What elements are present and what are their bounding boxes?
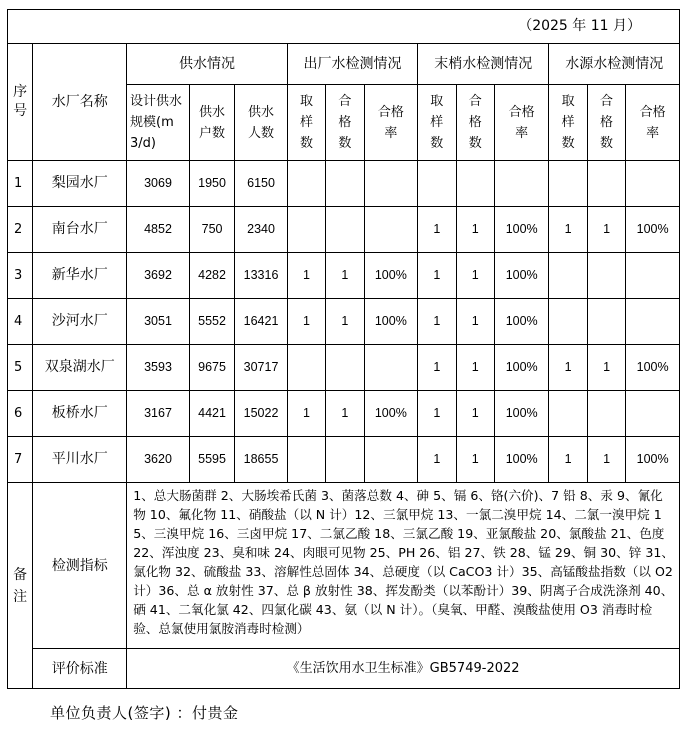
outlet-samples: [287, 161, 325, 207]
design-scale: 3620: [127, 437, 190, 483]
population: 2340: [235, 207, 288, 253]
terminal-rate: 100%: [494, 391, 549, 437]
terminal-qualified: 1: [456, 299, 494, 345]
row-no: 3: [8, 253, 33, 299]
terminal-rate: [494, 161, 549, 207]
population: 16421: [235, 299, 288, 345]
outlet-rate: [364, 437, 418, 483]
notes-label: 备注: [13, 566, 28, 605]
design-scale: 3051: [127, 299, 190, 345]
table-row: [8, 391, 680, 437]
terminal-rate: 100%: [494, 207, 549, 253]
header-terminal-qualified-text: 合格数: [468, 94, 482, 151]
source-rate: [626, 299, 680, 345]
terminal-qualified: [456, 161, 494, 207]
table-row: [8, 437, 680, 483]
source-qualified: [587, 253, 625, 299]
households: 5552: [189, 299, 234, 345]
households: 1950: [189, 161, 234, 207]
terminal-samples: 1: [418, 345, 456, 391]
table-row: [8, 253, 680, 299]
table-row: [8, 299, 680, 345]
households: 4282: [189, 253, 234, 299]
terminal-samples: 1: [418, 253, 456, 299]
header-terminal-samples-text: 取样数: [430, 94, 444, 151]
terminal-qualified: 1: [456, 437, 494, 483]
outlet-qualified: [326, 207, 364, 253]
terminal-rate: 100%: [494, 437, 549, 483]
source-samples: [549, 161, 587, 207]
header-terminal-qualified: [456, 85, 494, 161]
header-source-samples-text: 取样数: [561, 94, 575, 151]
design-scale: 3692: [127, 253, 190, 299]
water-quality-report-table: [7, 9, 680, 689]
terminal-samples: 1: [418, 391, 456, 437]
outlet-samples: [287, 207, 325, 253]
outlet-qualified: [326, 345, 364, 391]
source-rate: 100%: [626, 437, 680, 483]
header-population: [235, 85, 288, 161]
households: 9675: [189, 345, 234, 391]
header-terminal-rate-text: 合格率: [508, 104, 535, 141]
outlet-qualified: [326, 161, 364, 207]
source-samples: [549, 253, 587, 299]
header-terminal: 末梢水检测情况: [418, 44, 549, 85]
terminal-qualified: 1: [456, 345, 494, 391]
header-terminal-rate: [494, 85, 549, 161]
header-outlet-qualified: [326, 85, 364, 161]
population: 6150: [235, 161, 288, 207]
table-row: [8, 345, 680, 391]
header-population-text: 供水人数: [248, 104, 275, 141]
terminal-qualified: 1: [456, 391, 494, 437]
header-source-qualified: [587, 85, 625, 161]
outlet-rate: [364, 161, 418, 207]
terminal-qualified: 1: [456, 253, 494, 299]
header-outlet-qualified-text: 合格数: [338, 94, 352, 151]
standard-text: 《生活饮用水卫生标准》GB5749-2022: [127, 649, 680, 689]
outlet-rate: [364, 345, 418, 391]
households: 4421: [189, 391, 234, 437]
indicators-label: 检测指标: [33, 483, 127, 649]
outlet-rate: [364, 207, 418, 253]
footer-signature: 单位负责人(签字) ：付贵金: [50, 704, 239, 722]
terminal-rate: 100%: [494, 253, 549, 299]
source-samples: [549, 299, 587, 345]
indicators-text: 1、总大肠菌群 2、大肠埃希氏菌 3、菌落总数 4、砷 5、镉 6、铬(六价)、7 铅 8、汞 9、氰化物 10、氟化物 11、硝酸盐（以 N 计）12、三氯甲烷 13、一氯二溴甲烷 14、二氯一溴甲烷 15、三溴甲烷 16、三卤甲烷 17、二氯乙酸 18、三氯乙酸 19、亚氯酸盐 20、氯酸盐 21、色度 22、浑浊度 23、臭和味 24、肉眼可见物 25、PH 26、铝 27、铁 28、锰 29、铜 30、锌 31、氯化物 32、硫酸盐 33、溶解性总固体 34、总硬度（以 CaCO3 计）35、高锰酸盐指数（以 O2 计）36、总 α 放射性 37、总 β 放射性 38、挥发酚类（以苯酚计）39、阴离子合成洗涤剂 40、硒 41、二氧化氯 42、四氯化碳 43、氨（以 N 计）。（臭氧、甲醛、溴酸盐使用 O3 消毒时检验、总氯使用氯胺消毒时检测）: [127, 483, 680, 649]
source-qualified: [587, 391, 625, 437]
source-samples: [549, 391, 587, 437]
header-plant-name: 水厂名称: [33, 44, 127, 161]
design-scale: 3593: [127, 345, 190, 391]
terminal-rate: 100%: [494, 299, 549, 345]
outlet-samples: 1: [287, 391, 325, 437]
header-source-samples: [549, 85, 587, 161]
terminal-qualified: 1: [456, 207, 494, 253]
terminal-rate: 100%: [494, 345, 549, 391]
row-no: 7: [8, 437, 33, 483]
standard-label: 评价标准: [33, 649, 127, 689]
population: 30717: [235, 345, 288, 391]
outlet-qualified: 1: [326, 253, 364, 299]
outlet-samples: 1: [287, 299, 325, 345]
source-rate: 100%: [626, 207, 680, 253]
outlet-qualified: [326, 437, 364, 483]
terminal-samples: [418, 161, 456, 207]
source-rate: 100%: [626, 345, 680, 391]
design-scale: 3069: [127, 161, 190, 207]
plant-name: 沙河水厂: [33, 299, 127, 345]
row-no: 2: [8, 207, 33, 253]
header-outlet-samples: [287, 85, 325, 161]
header-outlet: 出厂水检测情况: [287, 44, 417, 85]
outlet-qualified: 1: [326, 391, 364, 437]
plant-name: 南台水厂: [33, 207, 127, 253]
row-no: 1: [8, 161, 33, 207]
header-supply: 供水情况: [127, 44, 288, 85]
table-row: [8, 161, 680, 207]
header-source-rate-text: 合格率: [639, 104, 666, 141]
header-design-scale: [127, 85, 190, 161]
row-no: 4: [8, 299, 33, 345]
notes-label-cell: [8, 483, 33, 689]
header-outlet-samples-text: 取样数: [299, 94, 313, 151]
header-outlet-rate-text: 合格率: [377, 104, 404, 141]
outlet-rate: 100%: [364, 299, 418, 345]
source-rate: [626, 161, 680, 207]
outlet-qualified: 1: [326, 299, 364, 345]
table-row: [8, 207, 680, 253]
households: 5595: [189, 437, 234, 483]
source-qualified: [587, 161, 625, 207]
header-source-qualified-text: 合格数: [600, 94, 614, 151]
header-source: 水源水检测情况: [549, 44, 680, 85]
source-rate: [626, 391, 680, 437]
report-date: （2025 年 11 月）: [8, 10, 680, 44]
plant-name: 双泉湖水厂: [33, 345, 127, 391]
terminal-samples: 1: [418, 207, 456, 253]
header-seq-text: 序号: [13, 84, 28, 119]
header-outlet-rate: [364, 85, 418, 161]
terminal-samples: 1: [418, 437, 456, 483]
source-qualified: [587, 299, 625, 345]
source-qualified: 1: [587, 207, 625, 253]
plant-name: 新华水厂: [33, 253, 127, 299]
plant-name: 梨园水厂: [33, 161, 127, 207]
header-design-scale-text: 设计供水规模(m3/d): [130, 94, 183, 151]
outlet-samples: 1: [287, 253, 325, 299]
header-source-rate: [626, 85, 680, 161]
population: 15022: [235, 391, 288, 437]
source-samples: 1: [549, 437, 587, 483]
header-households: [189, 85, 234, 161]
terminal-samples: 1: [418, 299, 456, 345]
row-no: 5: [8, 345, 33, 391]
source-rate: [626, 253, 680, 299]
design-scale: 3167: [127, 391, 190, 437]
outlet-rate: 100%: [364, 253, 418, 299]
population: 13316: [235, 253, 288, 299]
design-scale: 4852: [127, 207, 190, 253]
outlet-samples: [287, 437, 325, 483]
header-households-text: 供水户数: [199, 104, 226, 141]
outlet-rate: 100%: [364, 391, 418, 437]
plant-name: 板桥水厂: [33, 391, 127, 437]
header-terminal-samples: [418, 85, 456, 161]
population: 18655: [235, 437, 288, 483]
households: 750: [189, 207, 234, 253]
plant-name: 平川水厂: [33, 437, 127, 483]
source-qualified: 1: [587, 345, 625, 391]
source-qualified: 1: [587, 437, 625, 483]
header-seq: [8, 44, 33, 161]
row-no: 6: [8, 391, 33, 437]
source-samples: 1: [549, 207, 587, 253]
source-samples: 1: [549, 345, 587, 391]
outlet-samples: [287, 345, 325, 391]
